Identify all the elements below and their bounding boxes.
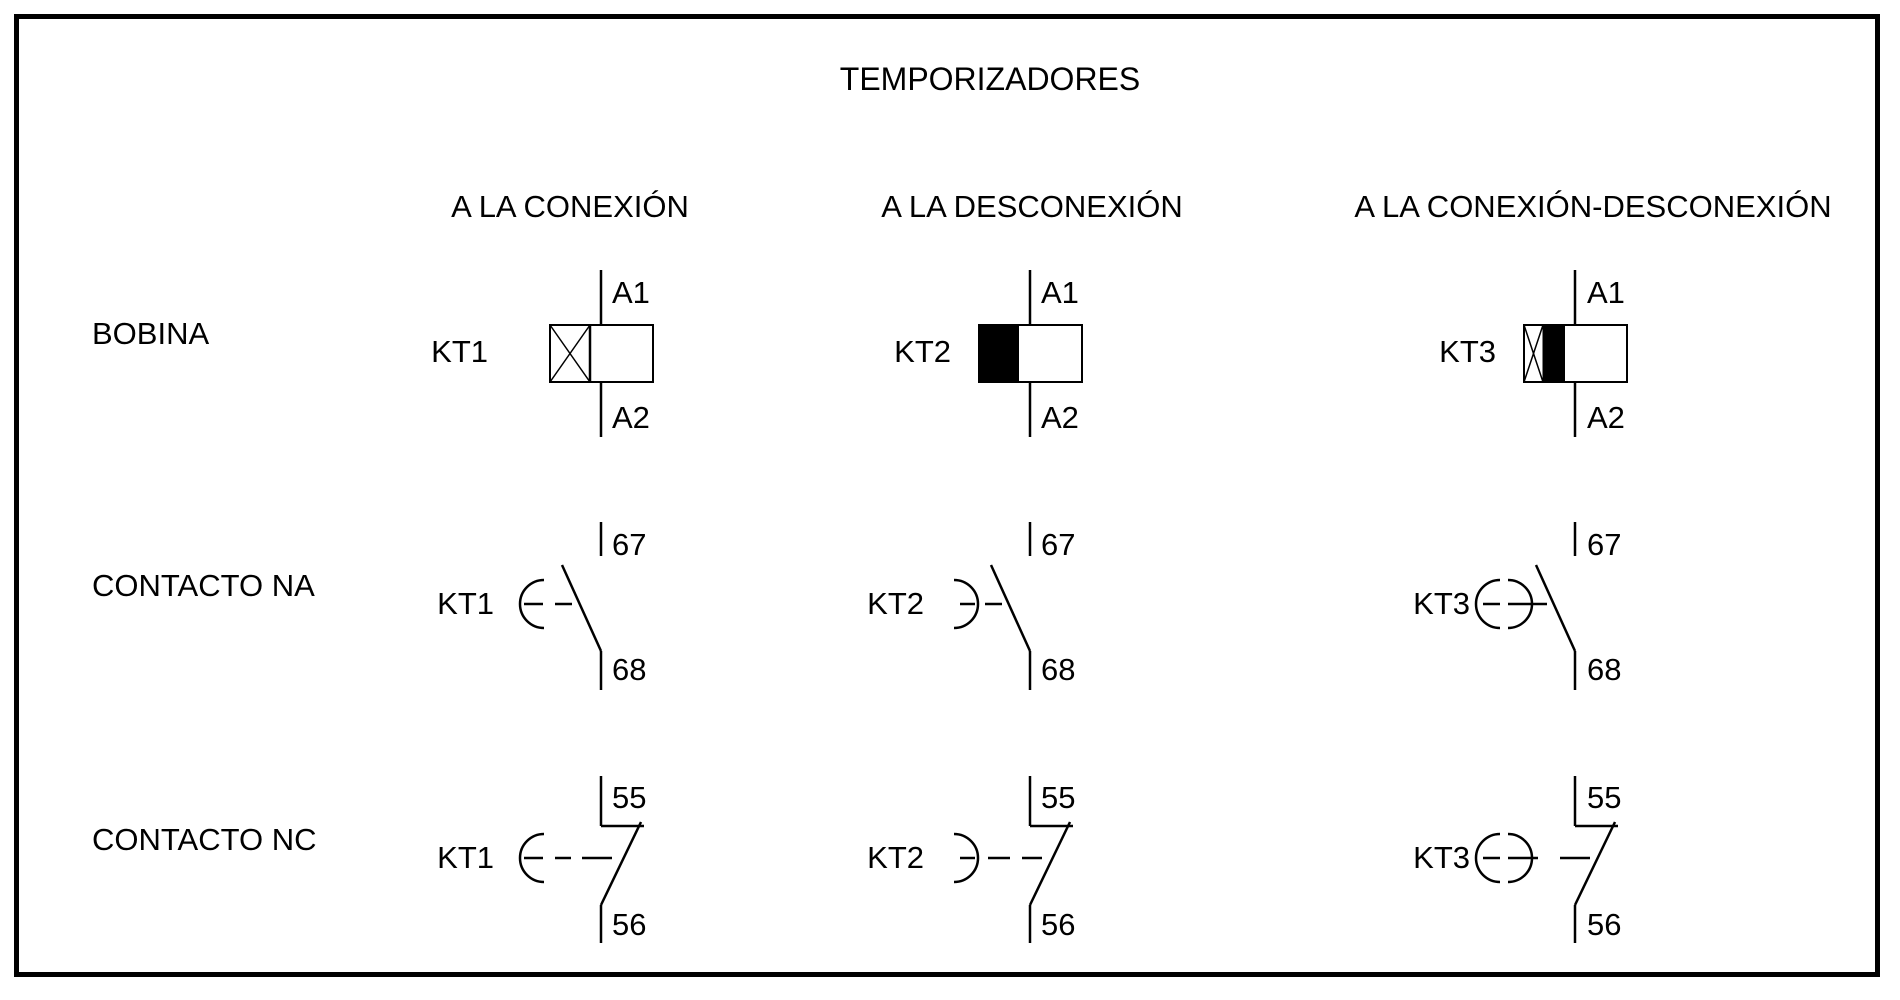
device-label-kt1: KT1 xyxy=(437,840,494,875)
terminal-55: 55 xyxy=(1587,780,1622,815)
device-label-kt1: KT1 xyxy=(437,586,494,621)
terminal-a1: A1 xyxy=(612,275,650,310)
row-label-no-contact: CONTACTO NA xyxy=(92,568,315,603)
terminal-a1: A1 xyxy=(1587,275,1625,310)
column-header-off-delay: A LA DESCONEXIÓN xyxy=(881,189,1183,224)
terminal-56: 56 xyxy=(1041,907,1076,942)
diagram-title: TEMPORIZADORES xyxy=(839,61,1141,97)
no-contact-kt2 xyxy=(867,522,1075,690)
terminal-67: 67 xyxy=(1587,527,1622,562)
device-label-kt2: KT2 xyxy=(867,586,924,621)
nc-contact-kt2 xyxy=(867,776,1075,943)
device-label-kt2: KT2 xyxy=(894,334,951,369)
column-header-on-delay: A LA CONEXIÓN xyxy=(451,189,689,224)
terminal-55: 55 xyxy=(612,780,647,815)
device-label-kt3: KT3 xyxy=(1413,586,1470,621)
terminal-56: 56 xyxy=(1587,907,1622,942)
nc-contact-kt3 xyxy=(1413,776,1621,943)
terminal-a2: A2 xyxy=(1587,400,1625,435)
row-label-coil: BOBINA xyxy=(92,316,210,351)
device-label-kt2: KT2 xyxy=(867,840,924,875)
terminal-68: 68 xyxy=(612,652,647,687)
terminal-a2: A2 xyxy=(612,400,650,435)
terminal-67: 67 xyxy=(612,527,647,562)
terminal-a2: A2 xyxy=(1041,400,1079,435)
terminal-67: 67 xyxy=(1041,527,1076,562)
column-header-on-off-delay: A LA CONEXIÓN-DESCONEXIÓN xyxy=(1354,189,1832,224)
terminal-68: 68 xyxy=(1041,652,1076,687)
no-contact-kt1 xyxy=(437,522,646,690)
coil-kt3 xyxy=(1439,270,1627,437)
coil-kt2 xyxy=(894,270,1082,437)
device-label-kt3: KT3 xyxy=(1413,840,1470,875)
terminal-55: 55 xyxy=(1041,780,1076,815)
device-label-kt3: KT3 xyxy=(1439,334,1496,369)
terminal-68: 68 xyxy=(1587,652,1622,687)
row-label-nc-contact: CONTACTO NC xyxy=(92,822,317,857)
terminal-56: 56 xyxy=(612,907,647,942)
coil-kt1 xyxy=(431,270,653,437)
terminal-a1: A1 xyxy=(1041,275,1079,310)
nc-contact-kt1 xyxy=(437,776,646,943)
no-contact-kt3 xyxy=(1413,522,1621,690)
device-label-kt1: KT1 xyxy=(431,334,488,369)
